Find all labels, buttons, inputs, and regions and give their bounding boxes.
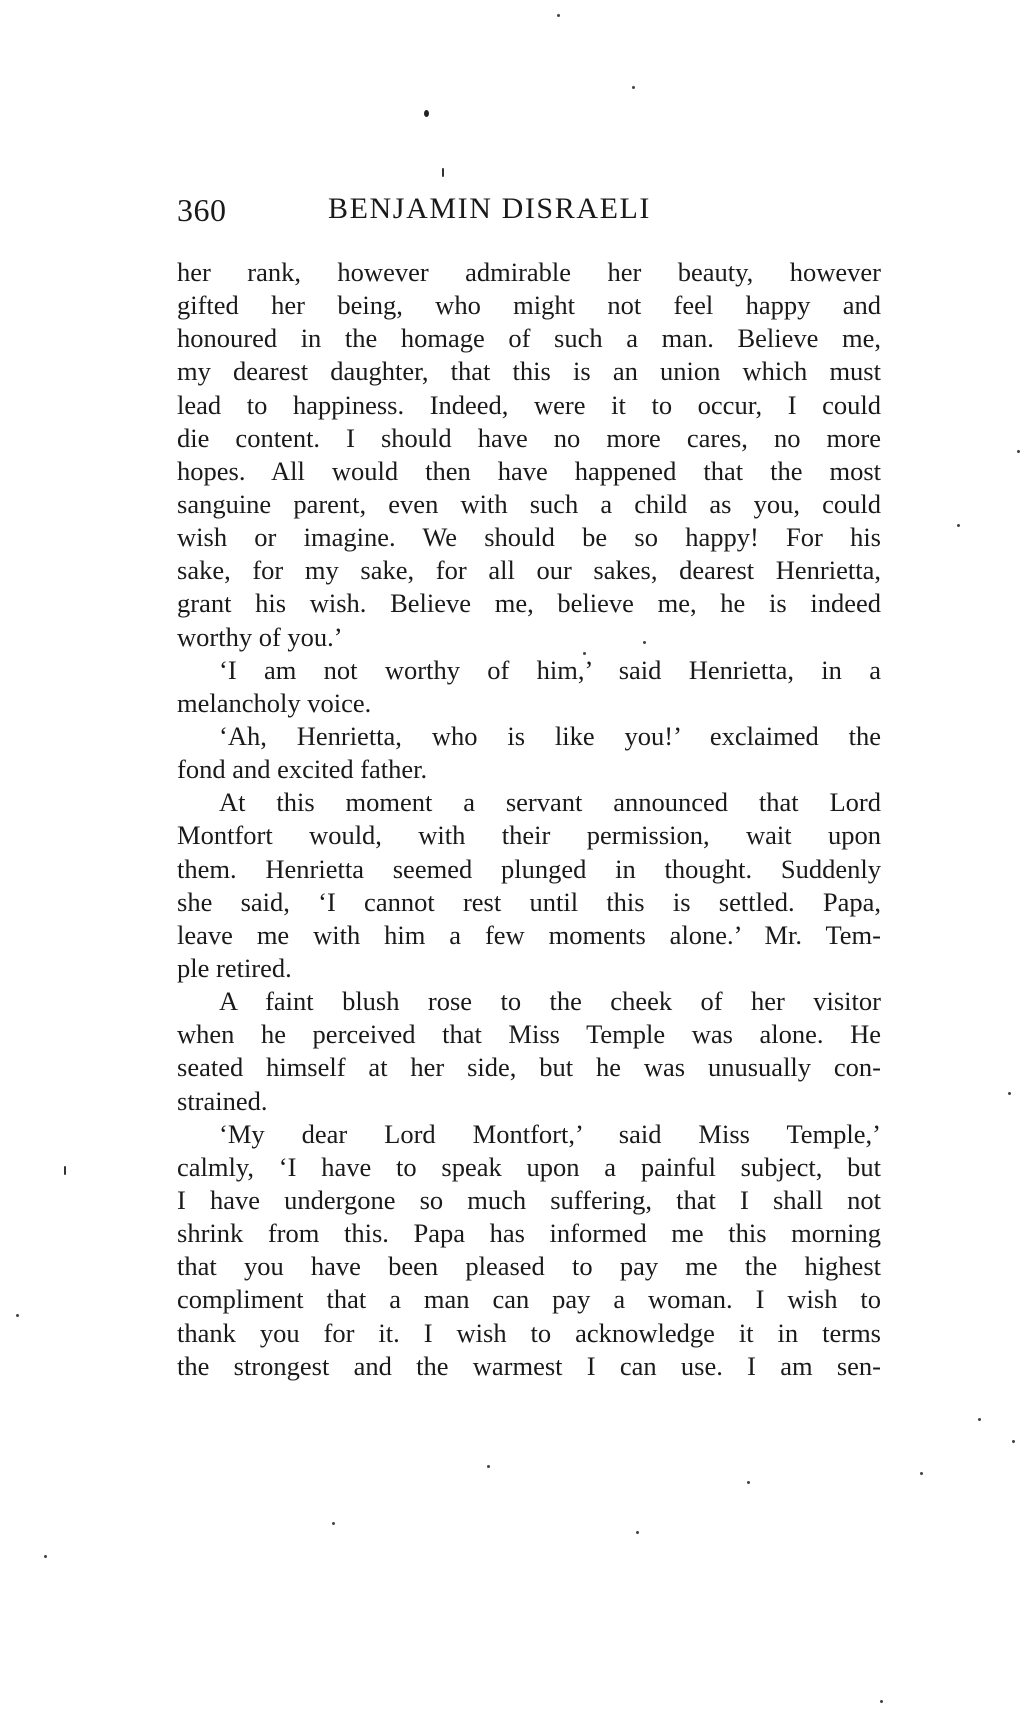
text-line: gifted her being, who might not feel happy and [177, 290, 881, 321]
scan-speck [332, 1522, 335, 1525]
text-line: fond and excited father. [177, 754, 428, 785]
scan-speck [424, 110, 429, 117]
text-line: melancholy voice. [177, 687, 372, 718]
text-line: ‘Ah, Henrietta, who is like you!’ exclaimed the [219, 720, 881, 751]
text-line: ‘I am not worthy of him,’ said Henrietta, in a [219, 654, 881, 685]
scan-speck [632, 86, 635, 89]
text-line: worthy of you.’ [177, 621, 343, 652]
text-line: strained. [177, 1085, 268, 1116]
text-line: sake, for my sake, for all our sakes, dearest Henrietta, [177, 555, 881, 586]
text-line: sanguine parent, even with such a child as you, could [177, 488, 881, 519]
text-line: calmly, ‘I have to speak upon a painful subject, but [177, 1151, 881, 1182]
scan-speck [747, 1481, 750, 1484]
text-line: my dearest daughter, that this is an union which must [177, 356, 881, 387]
text-line: them. Henrietta seemed plunged in thought. Suddenly [177, 853, 881, 884]
text-line: lead to happiness. Indeed, were it to occur, I could [177, 389, 881, 420]
text-line: grant his wish. Believe me, believe me, he is indeed [177, 588, 881, 619]
text-line: wish or imagine. We should be so happy! For his [177, 522, 881, 553]
scan-speck [64, 1166, 66, 1175]
text-line: she said, ‘I cannot rest until this is settled. Papa, [177, 886, 881, 917]
text-line: shrink from this. Papa has informed me this morning [177, 1218, 881, 1249]
text-line: I have undergone so much suffering, that I shall not [177, 1184, 881, 1215]
scan-speck [442, 168, 444, 177]
text-line: leave me with him a few moments alone.’ Mr. Tem- [177, 919, 881, 950]
scan-speck [583, 652, 586, 655]
scan-speck [44, 1555, 47, 1558]
scan-speck [16, 1314, 19, 1317]
scan-speck [636, 1531, 639, 1534]
text-line: hopes. All would then have happened that the most [177, 455, 881, 486]
text-line: honoured in the homage of such a man. Believe me, [177, 323, 881, 354]
page-header [177, 192, 897, 242]
text-line: that you have been pleased to pay me the highest [177, 1251, 881, 1282]
text-line: the strongest and the warmest I can use. I am sen- [177, 1350, 881, 1381]
scan-speck [978, 1418, 981, 1421]
text-line: compliment that a man can pay a woman. I wish to [177, 1284, 881, 1315]
text-line: die content. I should have no more cares, no more [177, 422, 881, 453]
scan-speck [643, 641, 646, 644]
scan-speck [1008, 1092, 1011, 1095]
scan-speck [557, 14, 560, 17]
scan-speck [880, 1700, 883, 1703]
text-line: seated himself at her side, but he was unusually con- [177, 1052, 881, 1083]
scan-speck [1017, 450, 1020, 453]
text-line: when he perceived that Miss Temple was alone. He [177, 1019, 881, 1050]
body-text [177, 256, 881, 1383]
text-line: thank you for it. I wish to acknowledge it in terms [177, 1317, 881, 1348]
text-line: her rank, however admirable her beauty, however [177, 257, 881, 287]
page-number: 360 [177, 192, 227, 228]
running-head: BENJAMIN DISRAELI [328, 192, 652, 225]
text-line: ple retired. [177, 952, 292, 983]
text-line: ‘My dear Lord Montfort,’ said Miss Temple,’ [219, 1118, 881, 1149]
scan-speck [487, 1465, 490, 1468]
scan-speck [1012, 1440, 1015, 1443]
text-line: A faint blush rose to the cheek of her visitor [219, 986, 881, 1017]
text-line: Montfort would, with their permission, wait upon [177, 820, 881, 851]
text-line: At this moment a servant announced that Lord [219, 787, 881, 818]
scan-speck [920, 1472, 923, 1475]
scan-speck [957, 524, 960, 527]
